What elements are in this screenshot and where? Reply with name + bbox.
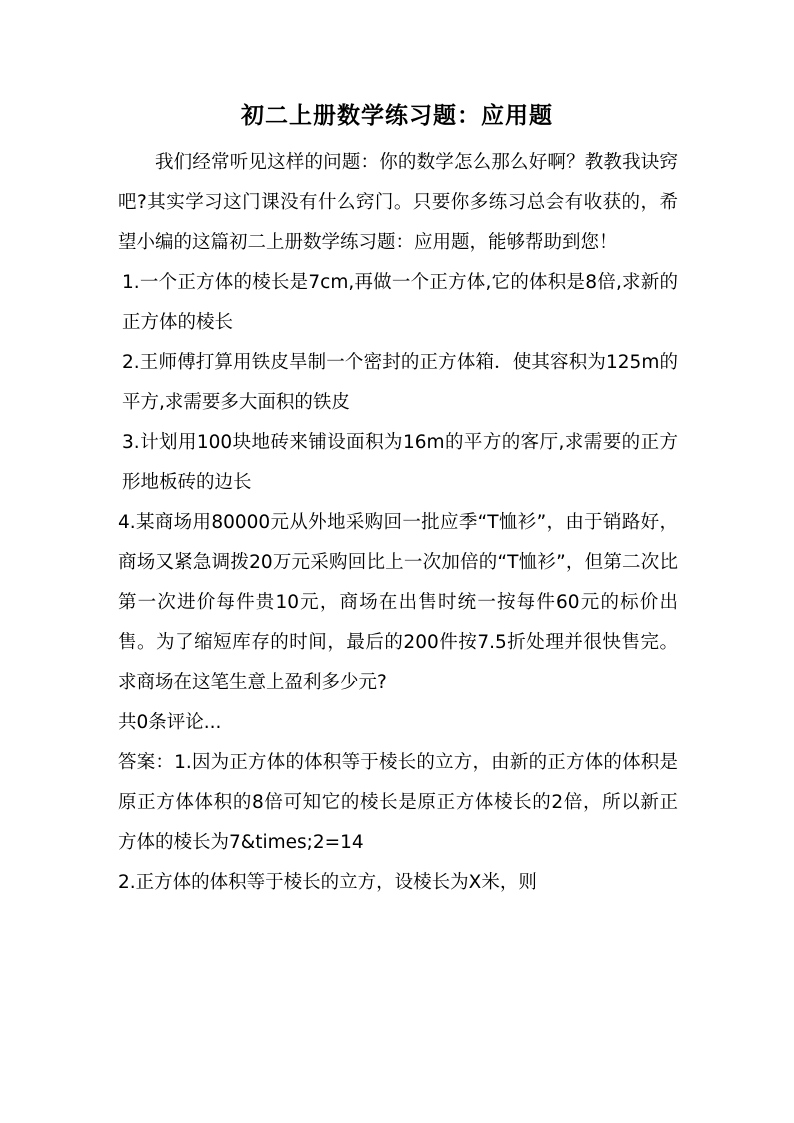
question-2: 2.王师傅打算用铁皮旱制一个密封的正方体箱．使其容积为125m的平方,求需要多大面积的铁皮	[122, 352, 678, 413]
document-body	[118, 143, 678, 903]
question-4: 4.某商场用80000元从外地采购回一批应季“T恤衫”，由于销路好，商场又紧急调拨20万元采购回比上一次加倍的“T恤衫”，但第二次比第一次进价每件贵10元，商场在出售时统一按每件60元的标价出售。为了缩短库存的时间，最后的200件按7.5折处理并很快售完。求商场在这笔生意上盈利多少元?	[118, 512, 678, 693]
comments-count: 共0条评论...	[118, 712, 222, 733]
answer-2: 2.正方体的体积等于棱长的立方，设棱长为X米，则	[118, 872, 537, 893]
answer-1: 答案：1.因为正方体的体积等于棱长的立方，由新的正方体的体积是原正方体体积的8倍可知它的棱长是原正方体棱长的2倍，所以新正方体的棱长为7&times;2=14	[118, 752, 678, 853]
document-title: 初二上册数学练习题：应用题	[241, 102, 553, 129]
intro-paragraph: 我们经常听见这样的问题：你的数学怎么那么好啊？教教我诀窍吧?其实学习这门课没有什么窍门。只要你多练习总会有收获的，希望小编的这篇初二上册数学练习题：应用题，能够帮助到您！	[118, 152, 678, 253]
question-1: 1.一个正方体的棱长是7cm,再做一个正方体,它的体积是8倍,求新的正方体的棱长	[122, 272, 678, 333]
question-3: 3.计划用100块地砖来铺设面积为16m的平方的客厅,求需要的正方形地板砖的边长	[122, 432, 678, 493]
